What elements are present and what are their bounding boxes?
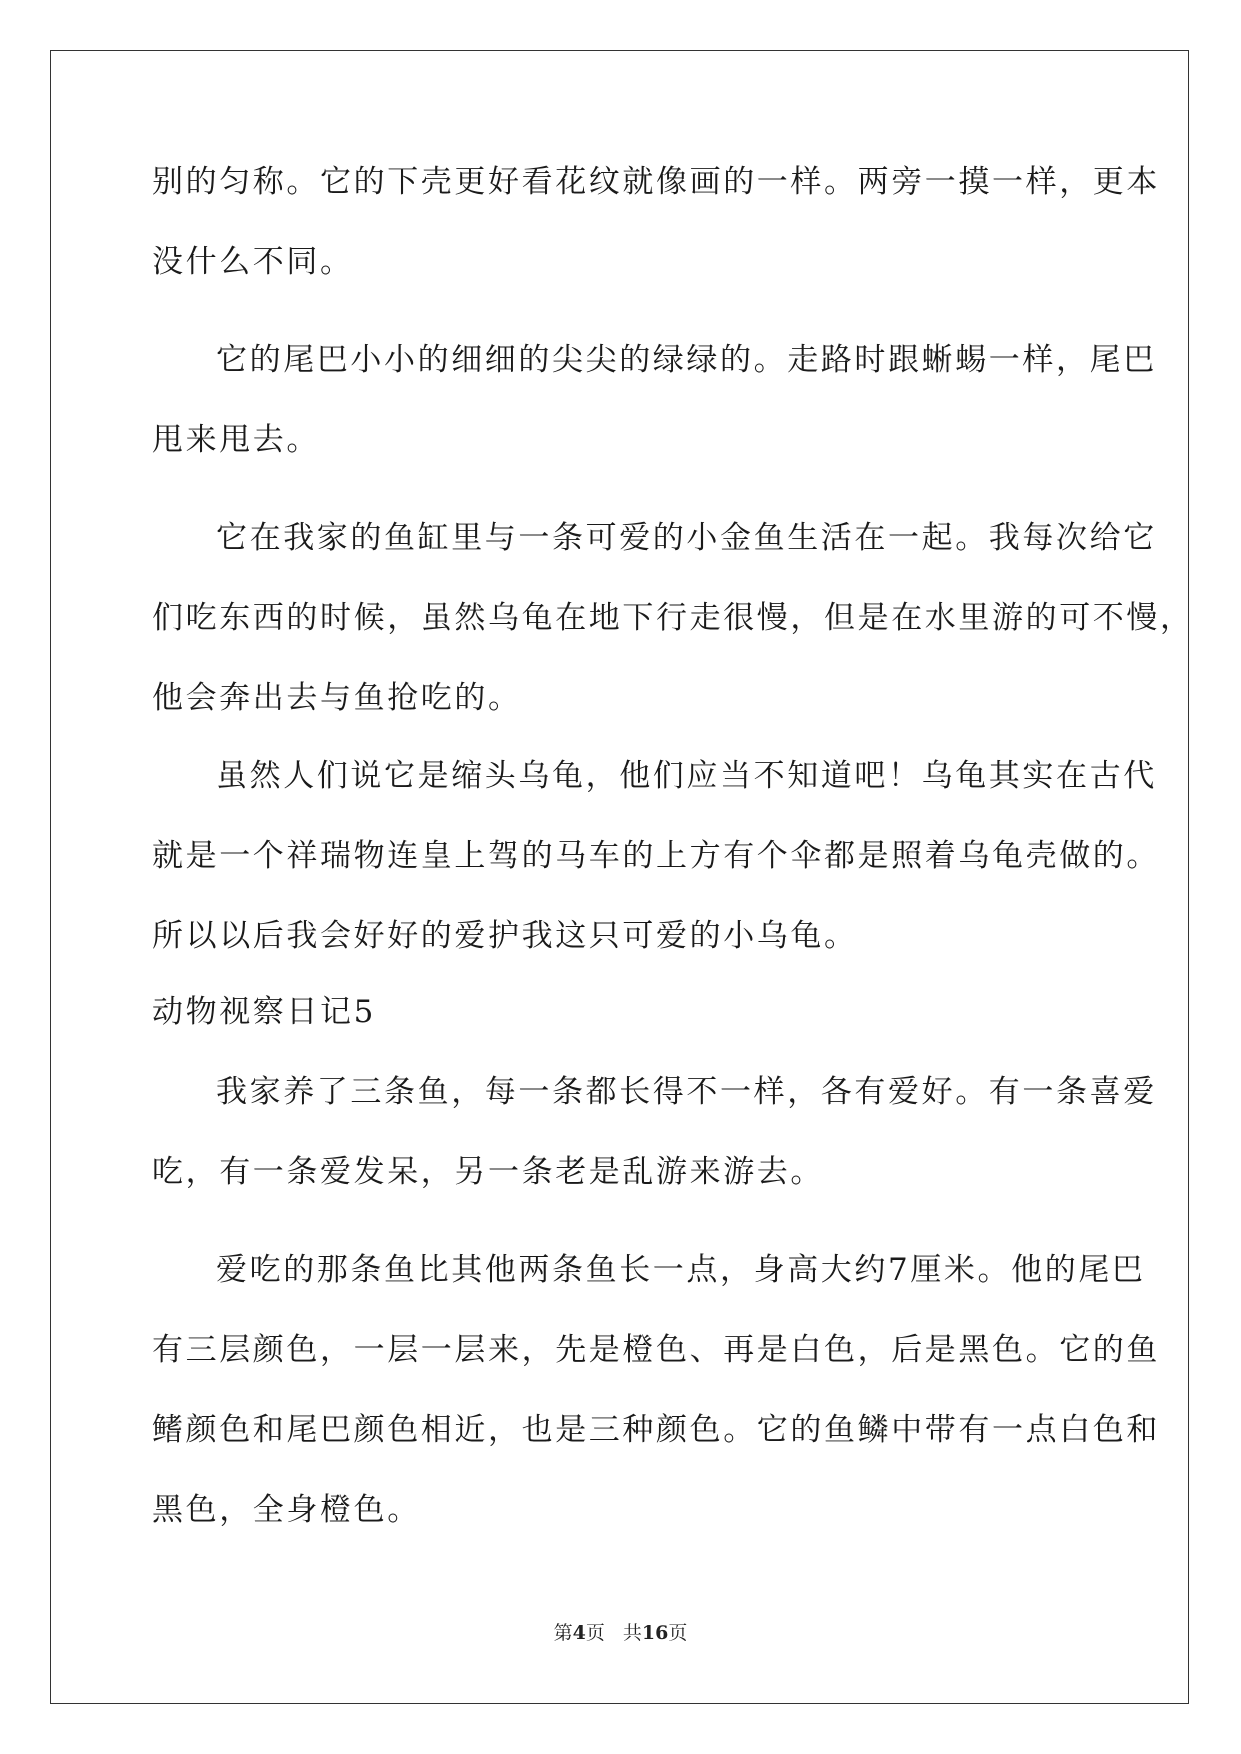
text-line: 它在我家的鱼缸里与一条可爱的小金鱼生活在一起。我每次给它 (216, 520, 1157, 556)
text-line: 动物视察日记5 (152, 994, 376, 1030)
page-current: 4 (572, 1622, 586, 1644)
page-border (50, 50, 1189, 1704)
text-line: 它的尾巴小小的细细的尖尖的绿绿的。走路时跟蜥蜴一样，尾巴 (216, 342, 1157, 378)
page-total: 16 (641, 1622, 669, 1644)
page-footer (0, 1621, 1241, 1645)
text-line: 我家养了三条鱼，每一条都长得不一样，各有爱好。有一条喜爱 (216, 1074, 1157, 1110)
text-line: 甩来甩去。 (152, 422, 320, 458)
text-line: 虽然人们说它是缩头乌龟，他们应当不知道吧！乌龟其实在古代 (216, 758, 1157, 794)
page-prefix: 第 (553, 1622, 573, 1644)
text-line: 他会奔出去与鱼抢吃的。 (152, 680, 522, 716)
page-suffix: 页 (585, 1622, 605, 1644)
text-line: 没什么不同。 (152, 244, 354, 280)
text-line: 别的匀称。它的下壳更好看花纹就像画的一样。两旁一摸一样，更本 (152, 164, 1160, 200)
text-line: 鳍颜色和尾巴颜色相近，也是三种颜色。它的鱼鳞中带有一点白色和 (152, 1412, 1160, 1448)
text-line: 爱吃的那条鱼比其他两条鱼长一点，身高大约7厘米。他的尾巴 (216, 1252, 1146, 1288)
text-line: 黑色，全身橙色。 (152, 1492, 421, 1528)
text-line: 们吃东西的时候，虽然乌龟在地下行走很慢，但是在水里游的可不慢， (152, 600, 1194, 636)
text-line: 有三层颜色，一层一层来，先是橙色、再是白色，后是黑色。它的鱼 (152, 1332, 1160, 1368)
total-suffix: 页 (668, 1622, 688, 1644)
total-prefix: 共 (622, 1622, 642, 1644)
text-line: 就是一个祥瑞物连皇上驾的马车的上方有个伞都是照着乌龟壳做的。 (152, 838, 1160, 874)
text-line: 吃，有一条爱发呆，另一条老是乱游来游去。 (152, 1154, 824, 1190)
text-line: 所以以后我会好好的爱护我这只可爱的小乌龟。 (152, 918, 858, 954)
